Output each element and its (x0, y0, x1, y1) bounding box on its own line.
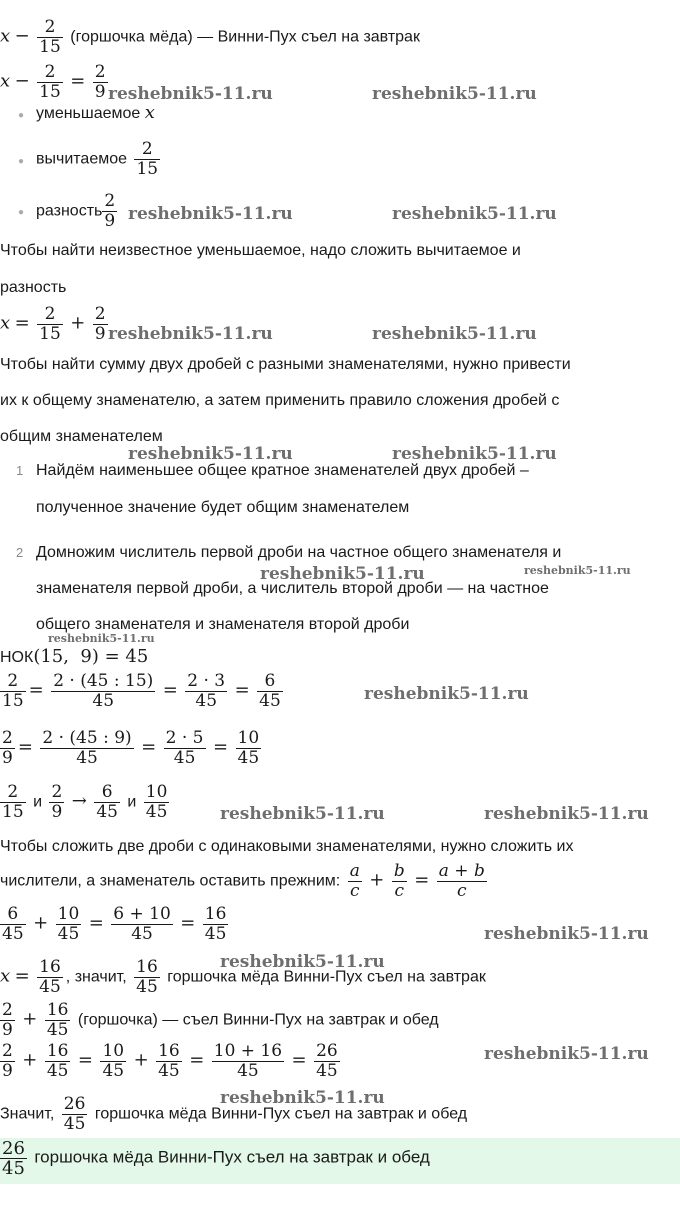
conjunction: и (33, 793, 43, 811)
bullet-icon: ● (18, 207, 25, 218)
lcm-line: НОК(15, 9) = 45 (0, 646, 149, 667)
equation-addition: $\frac{6}{45}$ + $\frac{10}{45}$ = $\frac{6 + 10}{45}$ = $\frac{16}{45}$ (2, 904, 227, 944)
step-number: 2 (16, 545, 24, 560)
list-item-text: вычитаемое (36, 150, 128, 168)
list-item-subtrahend: вычитаемое $\frac{2}{15}$ (36, 139, 159, 179)
result-breakfast: x = $\frac{16}{45}$ , значит, $\frac{16}{45}$ горшочка мёда Винни-Пух съел на завтрак (0, 957, 486, 997)
bullet-icon: ● (18, 110, 25, 121)
step-text: знаменателя первой дроби, а числитель второй дроби — на частное (36, 580, 549, 597)
watermark: reshebnik5-11.ru (108, 84, 273, 104)
step-text: Домножим числитель первой дроби на частное общего знаменателя и (36, 544, 562, 561)
conclusion-text: Значит, (0, 1105, 55, 1123)
watermark: reshebnik5-11.ru (364, 684, 529, 704)
result-text: горшочка мёда Винни-Пух съел на завтрак (167, 968, 486, 986)
watermark: reshebnik5-11.ru (484, 804, 649, 824)
equation-converted: $\frac{2}{15}$ и $\frac{2}{9}$ → $\frac{6}{45}$ и $\frac{10}{45}$ (2, 782, 168, 822)
paragraph-text: Чтобы сложить две дроби с одинаковыми знаменателями, нужно сложить их (0, 838, 574, 855)
equation-total: $\frac{2}{9}$ + $\frac{16}{45}$ = $\frac{10}{45}$ + $\frac{16}{45}$ = $\frac{10 + 16}{45}$ = $\frac{26}{45}$ (2, 1041, 338, 1081)
watermark: reshebnik5-11.ru (220, 952, 385, 972)
conjunction: и (127, 793, 137, 811)
watermark: reshebnik5-11.ru (220, 804, 385, 824)
watermark: reshebnik5-11.ru (108, 324, 273, 344)
watermark: reshebnik5-11.ru (524, 564, 631, 577)
answer-box (0, 1138, 680, 1184)
watermark: reshebnik5-11.ru (392, 204, 557, 224)
step-text: полученное значение будет общим знаменателем (36, 499, 410, 516)
line-2-equation: x − $\frac{2}{15}$ = $\frac{2}{9}$ (0, 62, 106, 102)
watermark: reshebnik5-11.ru (392, 444, 557, 464)
paragraph-rule: числители, а знаменатель оставить прежним: $\frac{a}{c}$ + $\frac{b}{c}$ = $\frac{a + b}{c}$ (0, 861, 485, 901)
watermark: reshebnik5-11.ru (128, 204, 293, 224)
list-item-difference: разность $\frac{2}{9}$ (36, 191, 116, 231)
paragraph-text: общим знаменателем (0, 428, 163, 445)
watermark: reshebnik5-11.ru (220, 1088, 385, 1108)
step-text: Найдём наименьшее общее кратное знаменателей двух дробей – (36, 462, 529, 479)
watermark: reshebnik5-11.ru (48, 632, 155, 645)
paragraph-text: Чтобы найти сумму двух дробей с разными знаменателями, нужно привести (0, 356, 571, 373)
list-item-minuend: уменьшаемое x (36, 102, 155, 123)
watermark: reshebnik5-11.ru (260, 564, 425, 584)
conclusion-text: горшочка мёда Винни-Пух съел на завтрак и обед (94, 1105, 468, 1123)
equation-sum: x = $\frac{2}{15}$ + $\frac{2}{9}$ (0, 304, 106, 344)
watermark: reshebnik5-11.ru (372, 324, 537, 344)
paragraph-text: числители, а знаменатель оставить прежним: (0, 872, 341, 890)
answer-content: $\frac{26}{45}$ горшочка мёда Винни-Пух съел на завтрак и обед (2, 1138, 430, 1179)
step-number: 1 (16, 463, 24, 478)
line-1-text: (горшочка мёда) — Винни-Пух съел на завтрак (70, 28, 420, 46)
watermark: reshebnik5-11.ru (128, 444, 293, 464)
bullet-icon: ● (18, 156, 25, 167)
list-item-text: разность (36, 202, 103, 220)
equation-second-fraction: $\frac{2}{9}$ = $\frac{2 \cdot (45 : 9)}{45}$ = $\frac{2 \cdot 5}{45}$ = $\frac{10}{45}$ (2, 728, 260, 768)
result-text: , значит, (65, 968, 127, 986)
list-item-text: уменьшаемое (36, 105, 141, 122)
lcm-label: НОК (0, 649, 34, 666)
line-lunch-text: (горшочка) — съел Винни-Пух на завтрак и обед (77, 1011, 439, 1029)
line-lunch: $\frac{2}{9}$ + $\frac{16}{45}$ (горшочка) — съел Винни-Пух на завтрак и обед (2, 1000, 439, 1040)
step-text: общего знаменателя и знаменателя второй дроби (36, 616, 410, 633)
paragraph-text: разность (0, 279, 67, 296)
watermark: reshebnik5-11.ru (484, 924, 649, 944)
conclusion: Значит, $\frac{26}{45}$ горшочка мёда Винни-Пух съел на завтрак и обед (0, 1094, 468, 1134)
line-1: x − $\frac{2}{15}$ (горшочка мёда) — Винни-Пух съел на завтрак (0, 17, 420, 57)
paragraph-text: их к общему знаменателю, а затем применить правило сложения дробей с (0, 392, 560, 409)
equation-first-fraction: $\frac{2}{15}$ = $\frac{2 \cdot (45 : 15)}{45}$ = $\frac{2 \cdot 3}{45}$ = $\frac{6}{45}$ (2, 671, 281, 711)
watermark: reshebnik5-11.ru (372, 84, 537, 104)
paragraph-text: Чтобы найти неизвестное уменьшаемое, надо сложить вычитаемое и (0, 242, 521, 259)
watermark: reshebnik5-11.ru (484, 1044, 649, 1064)
answer-text: горшочка мёда Винни-Пух съел на завтрак и обед (34, 1147, 430, 1167)
